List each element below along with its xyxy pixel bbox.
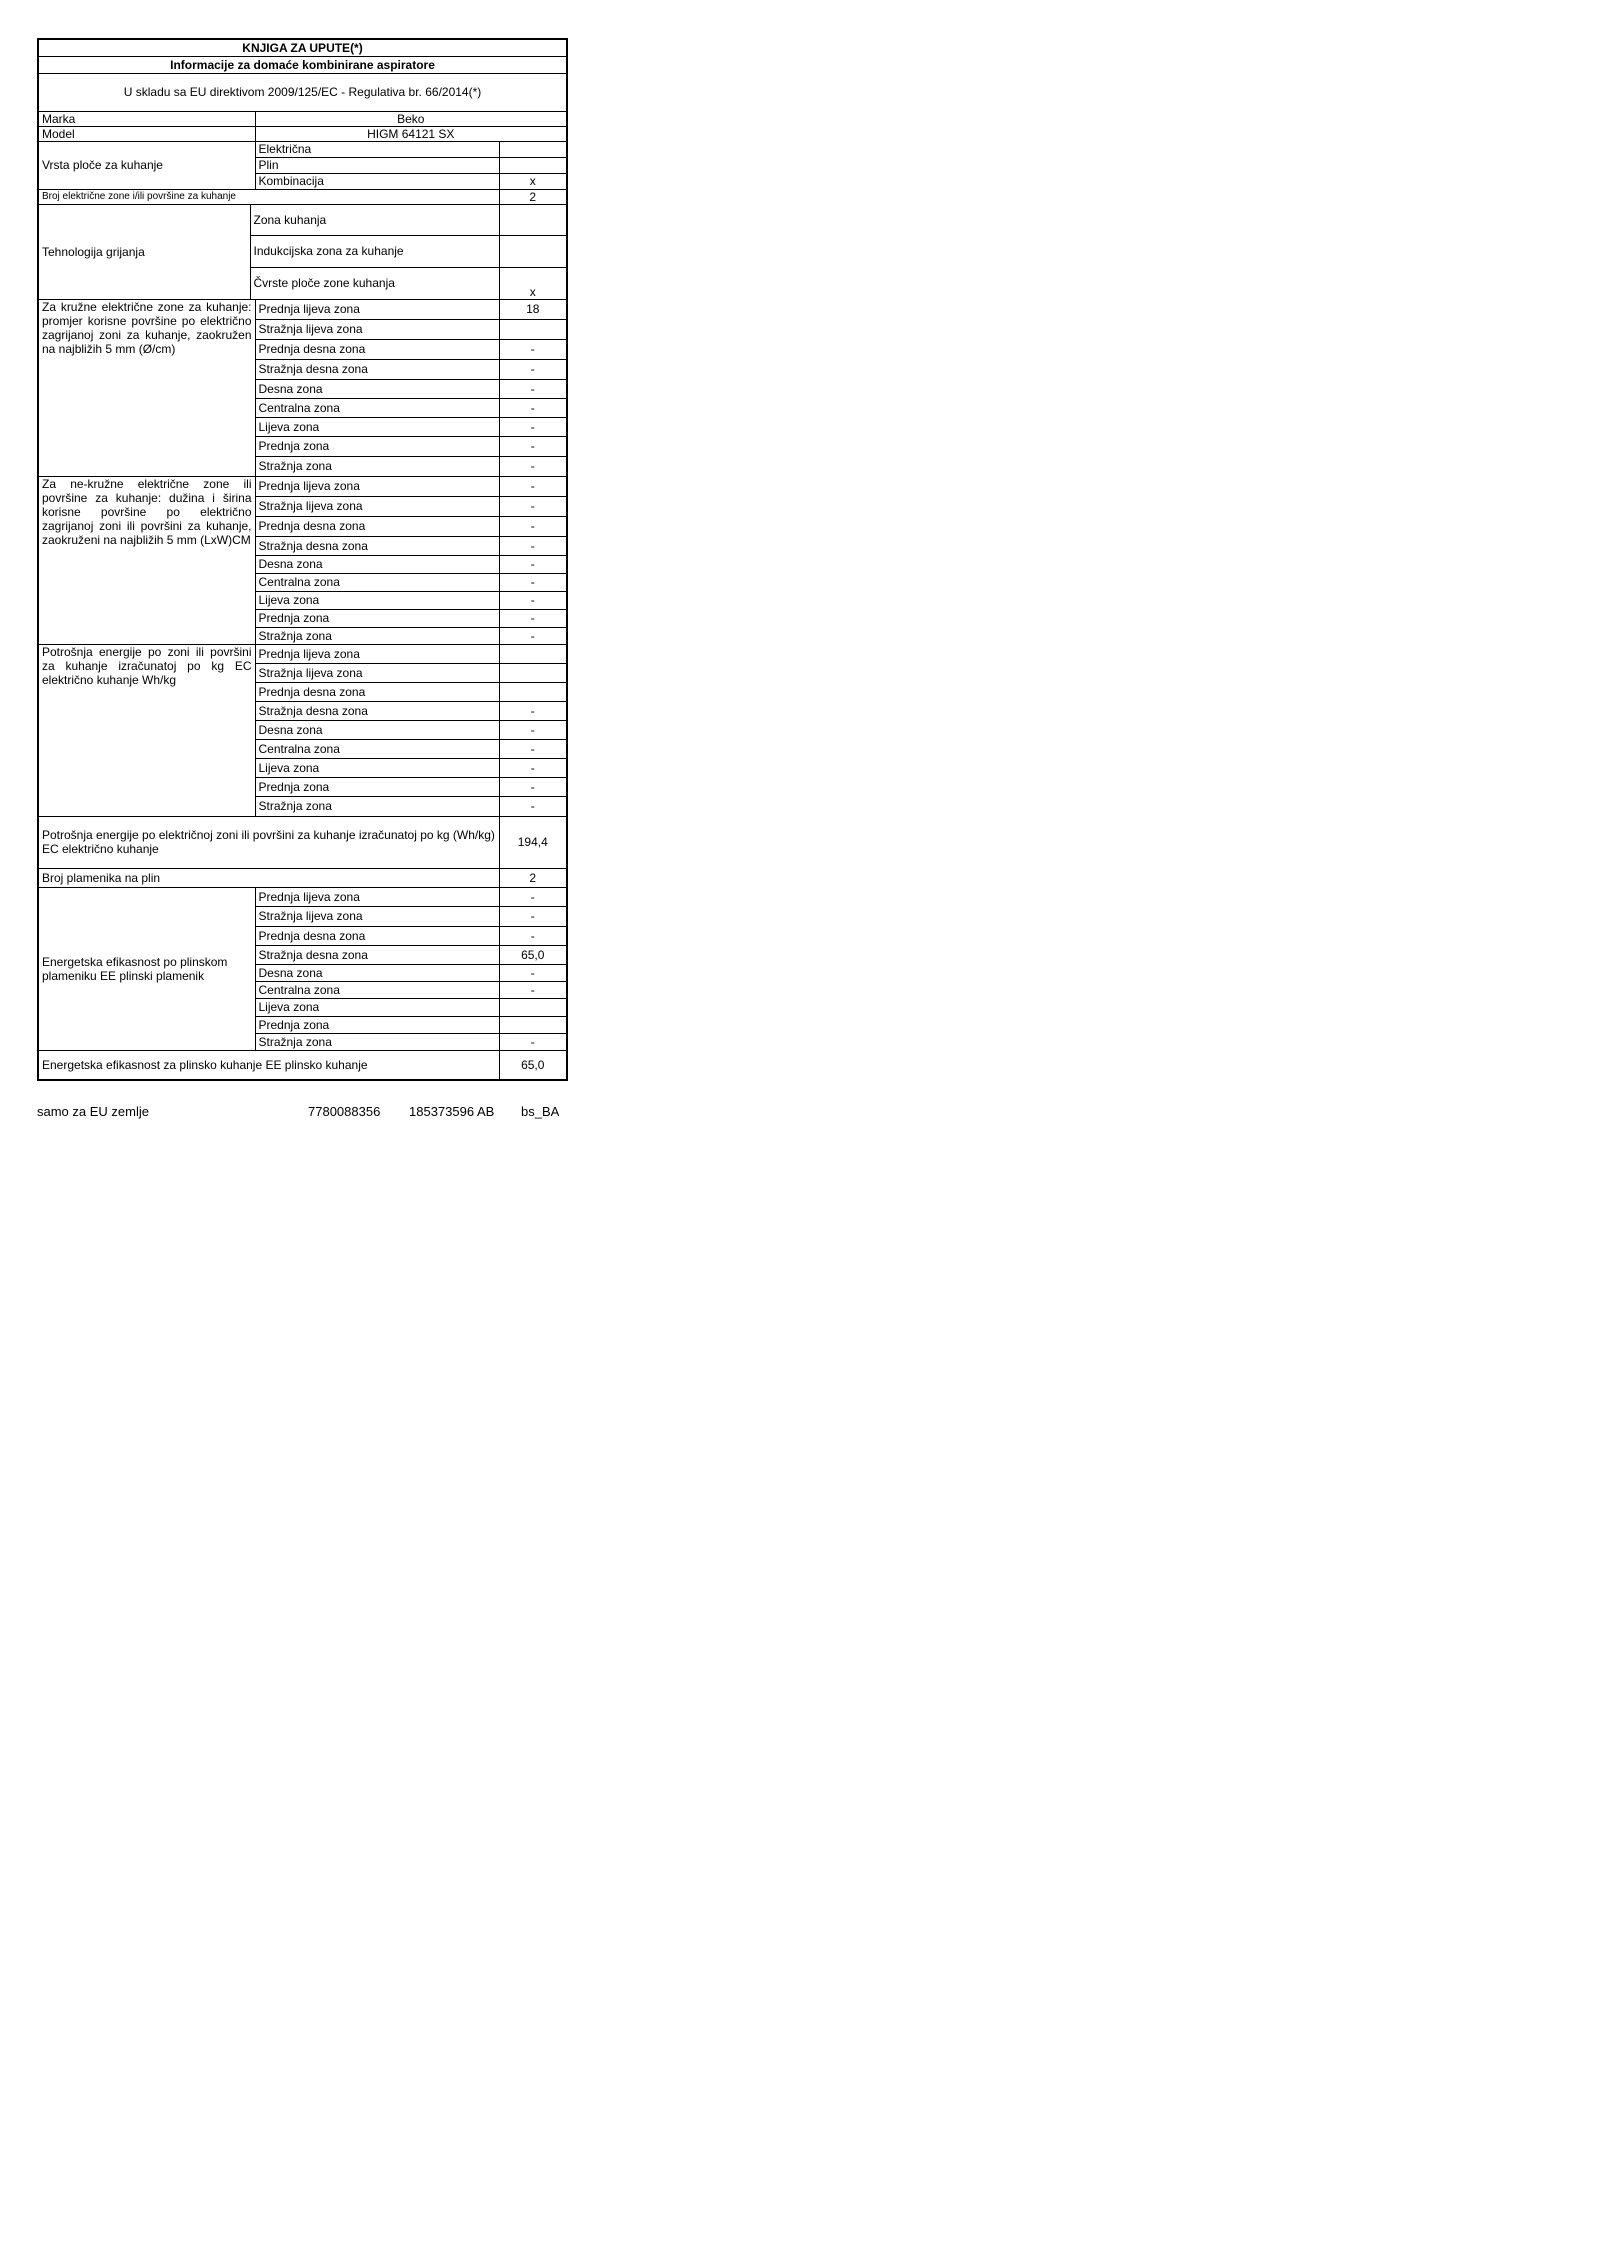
hob-type-label: Vrsta ploče za kuhanje <box>38 141 255 189</box>
brand-label: Marka <box>38 111 255 126</box>
circular-value <box>499 319 567 339</box>
noncircular-value: - <box>499 496 567 516</box>
noncircular-zone: Stražnja lijeva zona <box>255 496 499 516</box>
gas-value: 65,0 <box>499 945 567 964</box>
energy-zone: Stražnja zona <box>255 796 499 816</box>
heating-tech-value <box>499 235 567 267</box>
noncircular-zone: Prednja zona <box>255 609 499 627</box>
brand-value: Beko <box>255 111 567 126</box>
energy-zone: Desna zona <box>255 720 499 739</box>
circular-zone: Prednja zona <box>255 436 499 456</box>
hob-type-value <box>499 157 567 173</box>
model-value: HIGM 64121 SX <box>255 126 567 141</box>
gas-burners-label: Broj plamenika na plin <box>38 868 499 887</box>
circular-value: 18 <box>499 299 567 319</box>
energy-total-value: 194,4 <box>499 816 567 868</box>
energy-value: - <box>499 796 567 816</box>
doc-title: KNJIGA ZA UPUTE(*) <box>38 39 567 56</box>
energy-zone: Lijeva zona <box>255 758 499 777</box>
footer-code-2: 185373596 AB <box>409 1104 495 1119</box>
circular-zone: Prednja desna zona <box>255 339 499 359</box>
gas-zone: Centralna zona <box>255 981 499 998</box>
hob-type-option: Plin <box>255 157 499 173</box>
energy-zone: Prednja zona <box>255 777 499 796</box>
energy-zone: Prednja lijeva zona <box>255 644 499 663</box>
energy-zone: Centralna zona <box>255 739 499 758</box>
electric-zones-label: Broj električne zone i/ili površine za kuhanje <box>38 189 499 204</box>
footer-locale: bs_BA <box>521 1104 560 1119</box>
gas-value <box>499 1016 567 1033</box>
gas-value <box>499 998 567 1016</box>
circular-zone: Desna zona <box>255 379 499 398</box>
directive-text: U skladu sa EU direktivom 2009/125/EC - Regulativa br. 66/2014(*) <box>38 73 567 111</box>
noncircular-value: - <box>499 591 567 609</box>
energy-value <box>499 682 567 701</box>
energy-zone: Stražnja lijeva zona <box>255 663 499 682</box>
gas-value: - <box>499 964 567 981</box>
gas-zone: Stražnja desna zona <box>255 945 499 964</box>
page-footer <box>37 1104 566 1120</box>
energy-value <box>499 644 567 663</box>
energy-value: - <box>499 777 567 796</box>
circular-zone: Lijeva zona <box>255 417 499 436</box>
energy-value: - <box>499 720 567 739</box>
circular-value: - <box>499 339 567 359</box>
footer-code-1: 7780088356 <box>308 1104 381 1119</box>
circular-zone: Stražnja desna zona <box>255 359 499 379</box>
noncircular-value: - <box>499 555 567 573</box>
heating-tech-option: Indukcijska zona za kuhanje <box>250 235 499 267</box>
hob-type-value <box>499 141 567 157</box>
gas-total-label: Energetska efikasnost za plinsko kuhanje EE plinsko kuhanje <box>38 1050 499 1080</box>
noncircular-zone: Stražnja desna zona <box>255 536 499 555</box>
gas-zone: Prednja zona <box>255 1016 499 1033</box>
gas-efficiency-label: Energetska efikasnost po plinskom plameniku EE plinski plamenik <box>38 887 255 1050</box>
hob-type-value: x <box>499 173 567 189</box>
circular-zone: Stražnja lijeva zona <box>255 319 499 339</box>
circular-value: - <box>499 417 567 436</box>
gas-zone: Lijeva zona <box>255 998 499 1016</box>
gas-value: - <box>499 906 567 926</box>
noncircular-value: - <box>499 516 567 536</box>
spec-sheet <box>37 38 566 1081</box>
spec-table <box>37 38 568 1081</box>
heating-tech-option: Čvrste ploče zone kuhanja <box>250 267 499 299</box>
circular-value: - <box>499 456 567 476</box>
gas-value: - <box>499 1033 567 1050</box>
footer-note: samo za EU zemlje <box>37 1104 149 1119</box>
gas-value: - <box>499 926 567 945</box>
heating-tech-label: Tehnologija grijanja <box>38 204 250 299</box>
noncircular-zone: Lijeva zona <box>255 591 499 609</box>
gas-value: - <box>499 981 567 998</box>
noncircular-zone: Desna zona <box>255 555 499 573</box>
gas-value: - <box>499 887 567 906</box>
circular-zone: Centralna zona <box>255 398 499 417</box>
energy-value <box>499 663 567 682</box>
hob-type-option: Električna <box>255 141 499 157</box>
gas-zone: Stražnja zona <box>255 1033 499 1050</box>
circular-zone: Stražnja zona <box>255 456 499 476</box>
noncircular-zone: Centralna zona <box>255 573 499 591</box>
circular-value: - <box>499 359 567 379</box>
gas-total-value: 65,0 <box>499 1050 567 1080</box>
doc-subtitle: Informacije za domaće kombinirane aspiratore <box>38 56 567 73</box>
circular-value: - <box>499 379 567 398</box>
noncircular-value: - <box>499 476 567 496</box>
energy-total-label: Potrošnja energije po električnoj zoni ili površini za kuhanje izračunatoj po kg (Wh/kg) EC električno kuhanje <box>38 816 499 868</box>
heating-tech-option: Zona kuhanja <box>250 204 499 235</box>
gas-burners-value: 2 <box>499 868 567 887</box>
heating-tech-value: x <box>499 267 567 299</box>
heating-tech-value <box>499 204 567 235</box>
noncircular-zone: Prednja desna zona <box>255 516 499 536</box>
gas-zone: Desna zona <box>255 964 499 981</box>
noncircular-zone: Stražnja zona <box>255 627 499 644</box>
circular-value: - <box>499 436 567 456</box>
circular-value: - <box>499 398 567 417</box>
model-label: Model <box>38 126 255 141</box>
noncircular-value: - <box>499 609 567 627</box>
noncircular-label: Za ne-kružne električne zone ili površine za kuhanje: dužina i širina korisne površine po električno zagrijanoj zoni ili površini za kuhanje, zaokruženi na najbližih 5 mm (LxW)CM <box>38 476 255 644</box>
hob-type-option: Kombinacija <box>255 173 499 189</box>
gas-zone: Prednja desna zona <box>255 926 499 945</box>
energy-zone: Stražnja desna zona <box>255 701 499 720</box>
noncircular-zone: Prednja lijeva zona <box>255 476 499 496</box>
energy-value: - <box>499 758 567 777</box>
gas-zone: Stražnja lijeva zona <box>255 906 499 926</box>
energy-zone-label: Potrošnja energije po zoni ili površini za kuhanje izračunatoj po kg EC električno kuhanje Wh/kg <box>38 644 255 816</box>
electric-zones-value: 2 <box>499 189 567 204</box>
energy-value: - <box>499 739 567 758</box>
noncircular-value: - <box>499 627 567 644</box>
noncircular-value: - <box>499 573 567 591</box>
circular-zone: Prednja lijeva zona <box>255 299 499 319</box>
energy-value: - <box>499 701 567 720</box>
gas-zone: Prednja lijeva zona <box>255 887 499 906</box>
energy-zone: Prednja desna zona <box>255 682 499 701</box>
circular-label: Za kružne električne zone za kuhanje: promjer korisne površine po električno zagrijanoj zoni za kuhanje, zaokružen na najbližih 5 mm (Ø/cm) <box>38 299 255 476</box>
noncircular-value: - <box>499 536 567 555</box>
